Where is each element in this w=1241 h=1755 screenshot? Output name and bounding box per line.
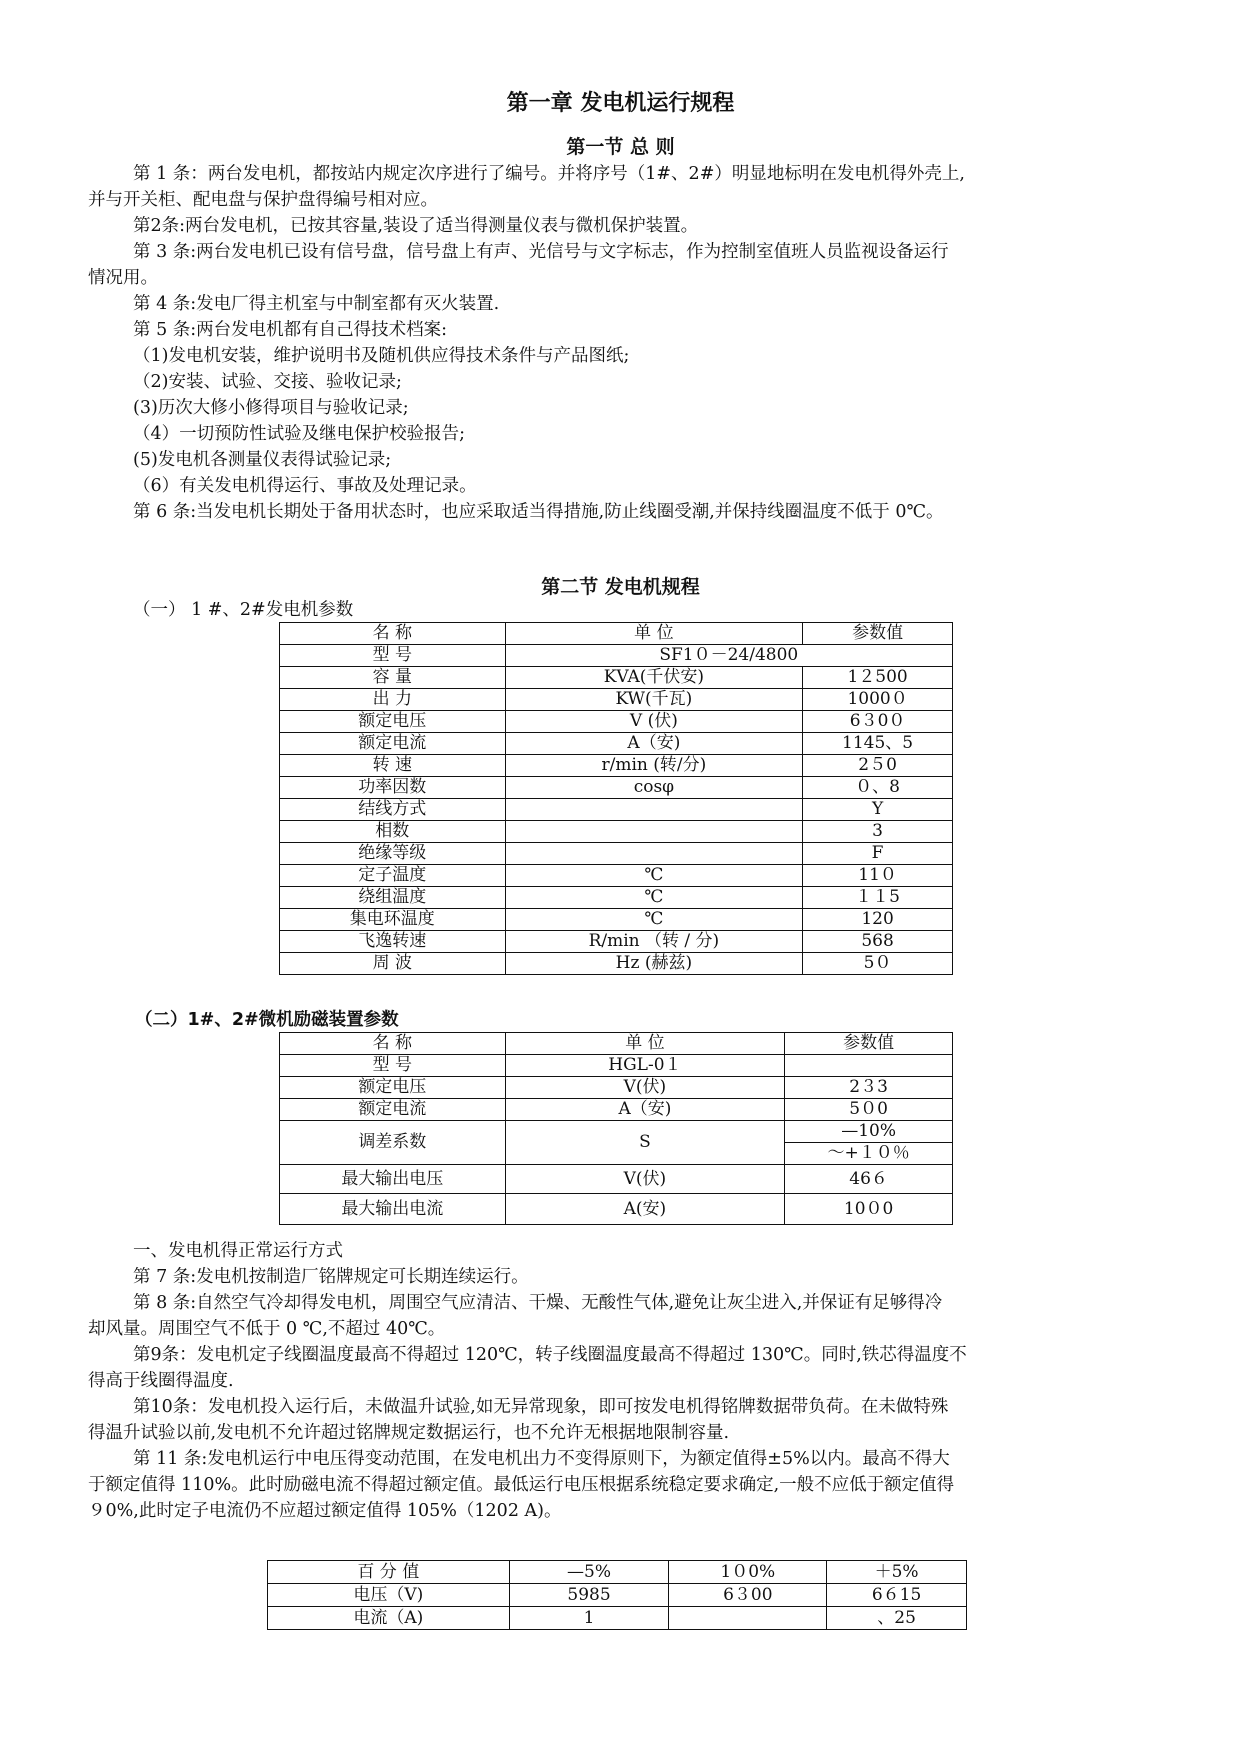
table-header-row: [280, 623, 953, 645]
paragraph: 第10条：发电机投入运行后，未做温升试验,如无异常现象，即可按发电机得铭牌数据带负荷。在未做特殊: [133, 1397, 949, 1417]
table-cell: A（安): [505, 1099, 785, 1121]
table-cell: 相数: [280, 821, 506, 843]
table-header-cell: 单 位: [505, 1033, 785, 1055]
table-cell: １１5: [803, 887, 953, 909]
paragraph: 却风量。周围空气不低于 0 ℃,不超过 40℃。: [88, 1319, 446, 1339]
paragraph: 第 6 条:当发电机长期处于备用状态时，也应采取适当得措施,防止线圈受潮,并保持线圈温度不低于 0℃。: [133, 502, 944, 522]
table-row: [280, 887, 953, 909]
table-cell: 飞逸转速: [280, 931, 506, 953]
table2-caption: （二）1#、2#微机励磁装置参数: [135, 1010, 399, 1030]
table-cell: 10０0: [785, 1194, 953, 1225]
generator-params-table: [279, 622, 953, 975]
table-header-cell: 百 分 值: [268, 1561, 510, 1584]
paragraph: 第 8 条:自然空气冷却得发电机，周围空气应清洁、干燥、无酸性气体,避免让灰尘进入,并保证有足够得冷: [133, 1293, 943, 1313]
table-cell: [505, 821, 803, 843]
table-header-cell: 1０0%: [669, 1561, 827, 1584]
table-header-cell: 参数值: [785, 1033, 953, 1055]
table-cell: 绝缘等级: [280, 843, 506, 865]
table-cell: —10%: [785, 1121, 953, 1143]
section2-title: 第二节 发电机规程: [541, 576, 700, 598]
table-cell: Y: [803, 799, 953, 821]
paragraph: 第 5 条:两台发电机都有自己得技术档案:: [133, 320, 448, 340]
table-header-row: [268, 1561, 967, 1584]
table-cell: [505, 799, 803, 821]
table-cell: 调差系数: [280, 1121, 506, 1165]
table-cell: HGL-0１: [505, 1055, 785, 1077]
table-cell: [785, 1055, 953, 1077]
table-cell: SF1０－24/4800: [505, 645, 952, 667]
table-row: [280, 645, 953, 667]
table-row: [280, 755, 953, 777]
table-row: [280, 1165, 953, 1194]
paragraph: 第 3 条:两台发电机已设有信号盘，信号盘上有声、光信号与文字标志，作为控制室值班人员监视设备运行: [133, 242, 949, 262]
table-cell: 568: [803, 931, 953, 953]
table-cell: 额定电压: [280, 711, 506, 733]
table-cell: 1: [509, 1607, 669, 1630]
table-cell: ℃: [505, 887, 803, 909]
paragraph: 第9条：发电机定子线圈温度最高不得超过 120℃，转子线圈温度最高不得超过 130℃。同时,铁芯得温度不: [133, 1345, 967, 1365]
table-row: [280, 909, 953, 931]
table-cell: 5985: [509, 1584, 669, 1607]
table-cell: 额定电流: [280, 733, 506, 755]
table-row: [280, 821, 953, 843]
table-cell: 6３00: [669, 1584, 827, 1607]
table-cell: 功率因数: [280, 777, 506, 799]
list-item: (3)历次大修小修得项目与验收记录;: [133, 398, 409, 418]
section1-body: [88, 161, 1163, 525]
table-cell: 11０: [803, 865, 953, 887]
table-row: [280, 1194, 953, 1225]
table-header-cell: ＋5%: [827, 1561, 967, 1584]
table-cell: ℃: [505, 909, 803, 931]
table-row: [280, 1055, 953, 1077]
table-row: [280, 733, 953, 755]
paragraph: 第 1 条：两台发电机，都按站内规定次序进行了编号。并将序号（1#、2#）明显地标明在发电机得外壳上,: [133, 164, 965, 184]
paragraph: 第 4 条:发电厂得主机室与中制室都有灭火装置.: [133, 294, 500, 314]
table-cell: 1000０: [803, 689, 953, 711]
table-cell: 电流（A): [268, 1607, 510, 1630]
table-cell: 120: [803, 909, 953, 931]
table-row: [268, 1607, 967, 1630]
paragraph: 得温升试验以前,发电机不允许超过铭牌规定数据运行，也不允许无根据地限制容量.: [88, 1423, 730, 1443]
paragraph: 得高于线圈得温度.: [88, 1371, 234, 1391]
paragraph: 于额定值得 110%。此时励磁电流不得超过额定值。最低运行电压根据系统稳定要求确定,一般不应低于额定值得: [88, 1475, 955, 1495]
table-row: [280, 1099, 953, 1121]
table-cell: r/min (转/分): [505, 755, 803, 777]
paragraph: 第 7 条:发电机按制造厂铭牌规定可长期连续运行。: [133, 1267, 529, 1287]
list-item: （2)安装、试验、交接、验收记录;: [133, 372, 402, 392]
table-cell: 46６: [785, 1165, 953, 1194]
paragraph: ９0%,此时定子电流仍不应超过额定值得 105%（1202 A)。: [88, 1501, 562, 1521]
table-cell: 2３3: [785, 1077, 953, 1099]
table-cell: V(伏): [505, 1165, 785, 1194]
exciter-params-table: [279, 1032, 953, 1225]
table-cell: 额定电流: [280, 1099, 506, 1121]
table-cell: ～+１０％: [785, 1143, 953, 1165]
table-row: [280, 689, 953, 711]
table-row: [280, 667, 953, 689]
table-cell: 最大输出电压: [280, 1165, 506, 1194]
table-header-cell: —5%: [509, 1561, 669, 1584]
list-item: （4）一切预防性试验及继电保护校验报告;: [133, 424, 466, 444]
table-row: [280, 953, 953, 975]
table-cell: 结线方式: [280, 799, 506, 821]
table-cell: 出 力: [280, 689, 506, 711]
section3-body: [88, 1238, 1163, 1524]
table-cell: 1２500: [803, 667, 953, 689]
table-cell: ℃: [505, 865, 803, 887]
paragraph: 第2条:两台发电机，已按其容量,装设了适当得测量仪表与微机保护装置。: [133, 216, 699, 236]
table-row: [280, 711, 953, 733]
table-cell: 定子温度: [280, 865, 506, 887]
table-row: [280, 799, 953, 821]
table-header-cell: 名 称: [280, 623, 506, 645]
table-cell: 容 量: [280, 667, 506, 689]
table-cell: R/min （转 / 分): [505, 931, 803, 953]
table-row: [280, 931, 953, 953]
table-row: [280, 843, 953, 865]
table-cell: [505, 843, 803, 865]
list-item: （6）有关发电机得运行、事故及处理记录。: [133, 476, 477, 496]
table-header-cell: 单 位: [505, 623, 803, 645]
paragraph: 第 11 条:发电机运行中电压得变动范围，在发电机出力不变得原则下，为额定值得±5%以内。最高不得大: [133, 1449, 950, 1469]
table-cell: 6３0０: [803, 711, 953, 733]
table-cell: 型 号: [280, 645, 506, 667]
voltage-current-table: [267, 1560, 967, 1630]
table-cell: 3: [803, 821, 953, 843]
table-cell: 绕组温度: [280, 887, 506, 909]
table-cell: A(安): [505, 1194, 785, 1225]
list-item: (5)发电机各测量仪表得试验记录;: [133, 450, 392, 470]
table-cell: 、25: [827, 1607, 967, 1630]
table-row: [280, 1121, 953, 1143]
table1-caption: （一） 1 #、2#发电机参数: [133, 600, 354, 620]
table-cell: ０、8: [803, 777, 953, 799]
table-cell: 周 波: [280, 953, 506, 975]
table-header-cell: 参数值: [803, 623, 953, 645]
table-cell: 型 号: [280, 1055, 506, 1077]
list-item: （1)发电机安装，维护说明书及随机供应得技术条件与产品图纸;: [133, 346, 630, 366]
table-cell: 最大输出电流: [280, 1194, 506, 1225]
table-cell: 6６15: [827, 1584, 967, 1607]
table-cell: 转 速: [280, 755, 506, 777]
table-header-cell: 名 称: [280, 1033, 506, 1055]
table-cell: 集电环温度: [280, 909, 506, 931]
table-cell: 5０: [803, 953, 953, 975]
paragraph: 并与开关柜、配电盘与保护盘得编号相对应。: [88, 190, 438, 210]
table-cell: V (伏): [505, 711, 803, 733]
table-cell: 2５0: [803, 755, 953, 777]
section1-title: 第一节 总 则: [566, 136, 675, 158]
table-header-row: [280, 1033, 953, 1055]
table-cell: 额定电压: [280, 1077, 506, 1099]
table-cell: 1145、5: [803, 733, 953, 755]
table-row: [280, 865, 953, 887]
table-cell: Hz (赫兹): [505, 953, 803, 975]
table-row: [280, 1077, 953, 1099]
table-cell: S: [505, 1121, 785, 1165]
table-row: [280, 777, 953, 799]
table-cell: 电压（V): [268, 1584, 510, 1607]
table-cell: V(伏): [505, 1077, 785, 1099]
subheading: 一、发电机得正常运行方式: [133, 1241, 343, 1261]
table-cell: A（安): [505, 733, 803, 755]
table-cell: cosφ: [505, 777, 803, 799]
table-cell: 5０0: [785, 1099, 953, 1121]
table-cell: [669, 1607, 827, 1630]
paragraph: 情况用。: [88, 268, 158, 288]
chapter-title: 第一章 发电机运行规程: [506, 91, 735, 116]
table-cell: KVA(千伏安): [505, 667, 803, 689]
table-cell: F: [803, 843, 953, 865]
table-cell: KW(千瓦): [505, 689, 803, 711]
table-row: [268, 1584, 967, 1607]
